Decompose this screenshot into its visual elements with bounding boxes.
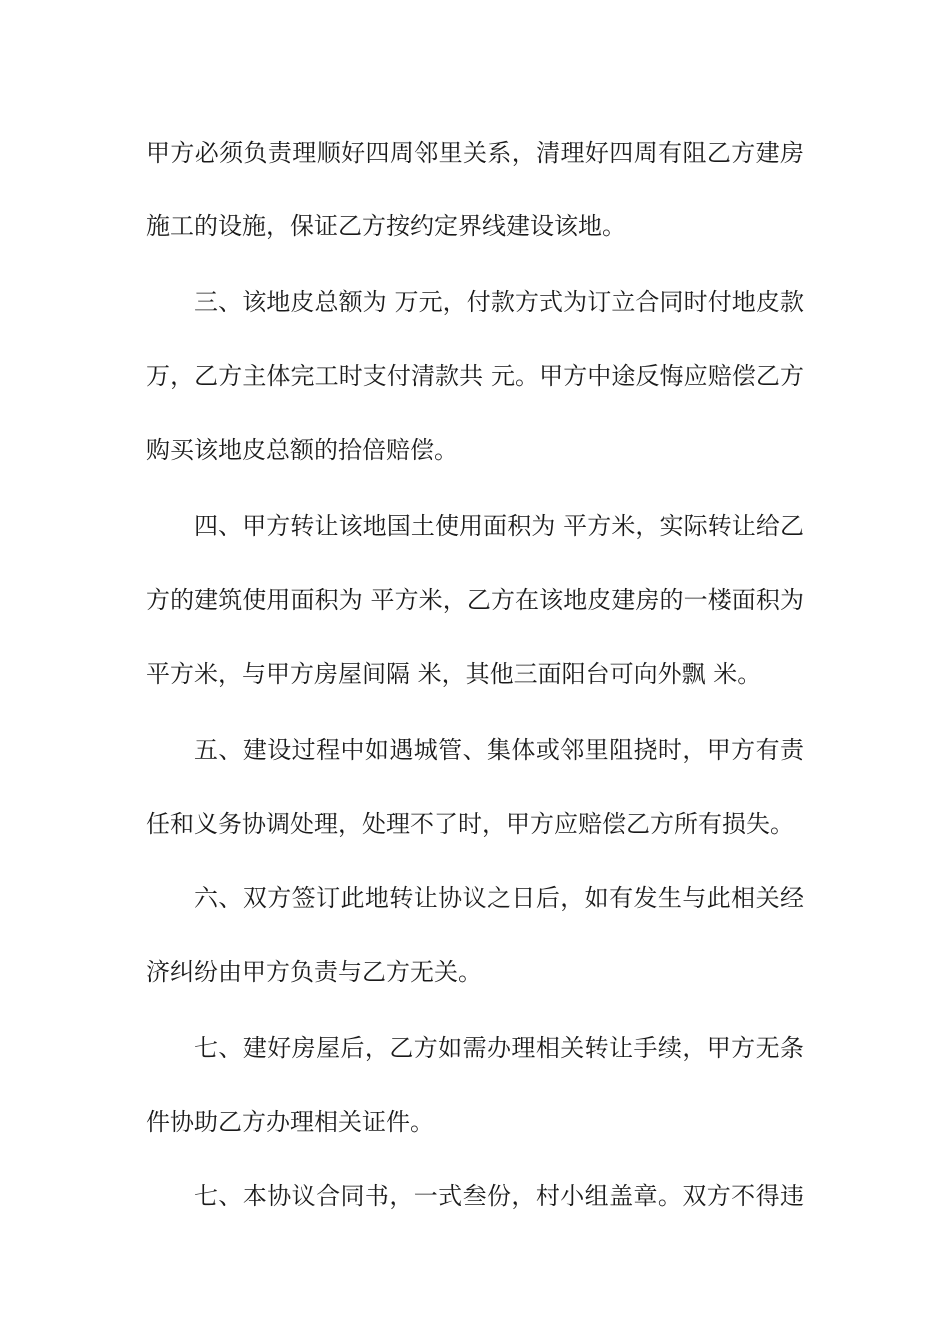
clause-six-line: 六、双方签订此地转让协议之日后，如有发生与此相关经 (194, 884, 804, 912)
clause-seven-line: 七、建好房屋后，乙方如需办理相关转让手续，甲方无条 (194, 1034, 804, 1062)
clause-three-line: 三、该地皮总额为 万元，付款方式为订立合同时付地皮款 (194, 288, 804, 316)
text-line: 购买该地皮总额的拾倍赔偿。 (146, 436, 458, 464)
clause-five-line: 五、建设过程中如遇城管、集体或邻里阻挠时，甲方有责 (194, 736, 804, 764)
clause-seven-b-line: 七、本协议合同书，一式叁份，村小组盖章。双方不得违 (194, 1182, 804, 1210)
text-line: 施工的设施，保证乙方按约定界线建设该地。 (146, 212, 626, 240)
text-line: 甲方必须负责理顺好四周邻里关系，清理好四周有阻乙方建房 (146, 139, 804, 167)
text-line: 济纠纷由甲方负责与乙方无关。 (146, 958, 482, 986)
text-line: 万，乙方主体完工时支付清款共 元。甲方中途反悔应赔偿乙方 (146, 362, 804, 390)
text-line: 平方米，与甲方房屋间隔 米，其他三面阳台可向外飘 米。 (146, 660, 762, 688)
text-line: 件协助乙方办理相关证件。 (146, 1108, 434, 1136)
text-line: 任和义务协调处理，处理不了时，甲方应赔偿乙方所有损失。 (146, 810, 794, 838)
text-line: 方的建筑使用面积为 平方米，乙方在该地皮建房的一楼面积为 (146, 586, 804, 614)
clause-four-line: 四、甲方转让该地国土使用面积为 平方米，实际转让给乙 (194, 512, 804, 540)
